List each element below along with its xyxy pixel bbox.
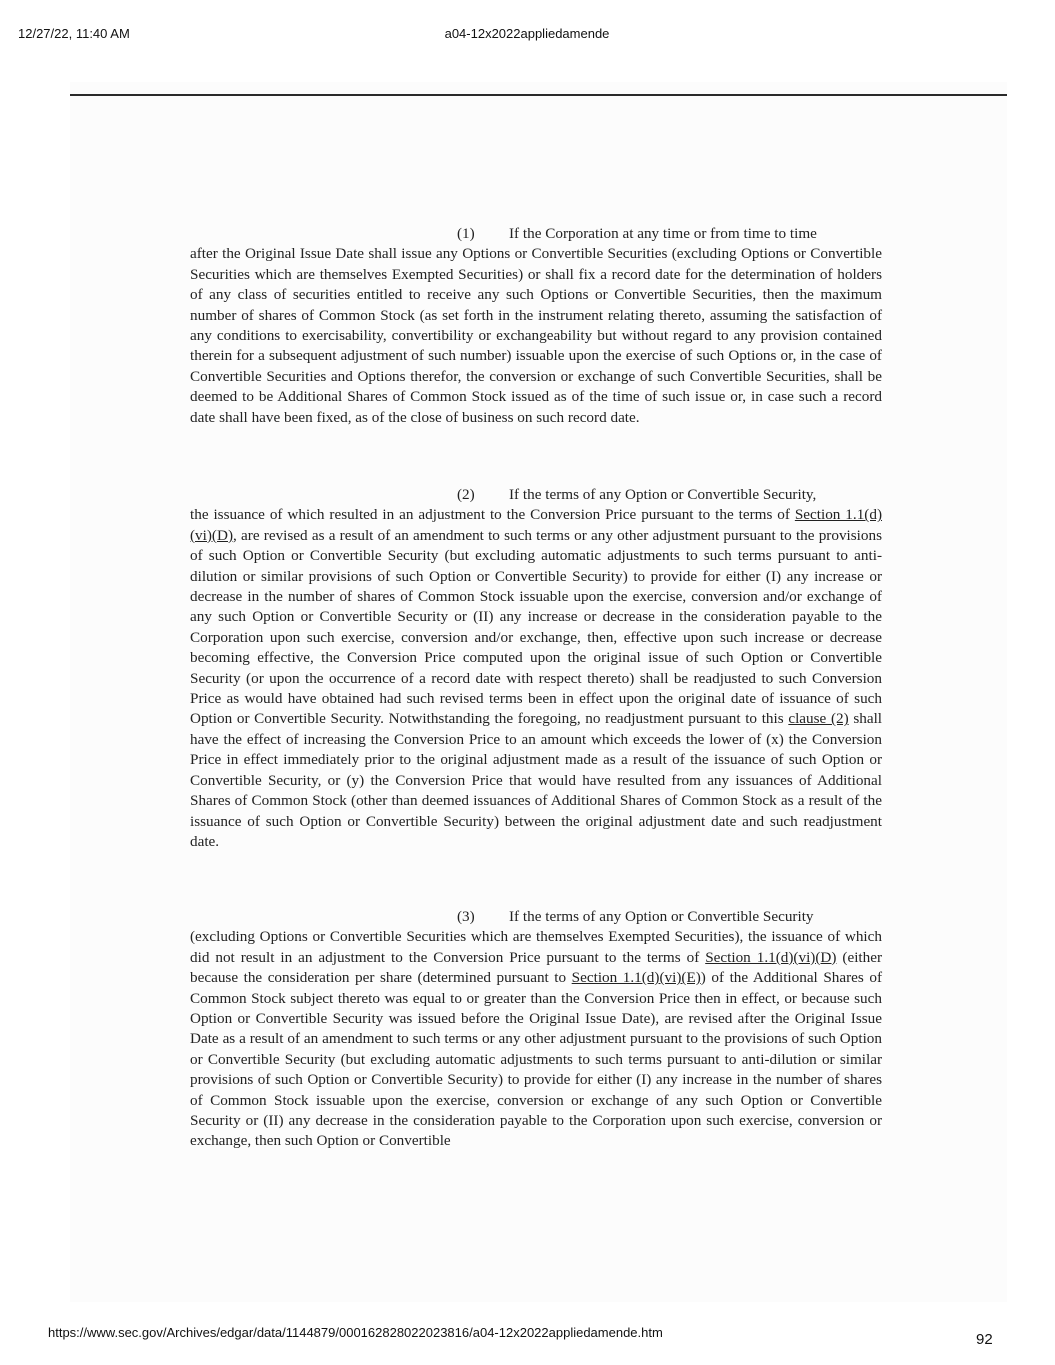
paragraph-3-lead xyxy=(190,907,882,927)
section-reference-link: Section 1.1(d)(vi)(D) xyxy=(190,506,883,544)
paragraph-2-lead-text: If the terms of any Option or Convertible Security, xyxy=(509,486,817,503)
paragraph-3-text-b: (either because the consideration per share (determined pursuant to xyxy=(190,948,883,987)
paragraph-3-text-a: (excluding Options or Convertible Securities which are themselves Exempted Securities), the issuance of which did not result in an adjustment to the Conversion Price pursuant to the terms of xyxy=(190,928,882,966)
paragraph-2-text-a: the issuance of which resulted in an adjustment to the Conversion Price pursuant to the terms of xyxy=(190,506,790,524)
print-document-title: a04-12x2022appliedamende xyxy=(444,26,610,41)
print-url: https://www.sec.gov/Archives/edgar/data/1144879/000162828022023816/a04-12x2022appliedamende.htm xyxy=(48,1325,663,1340)
clause-reference-link: clause (2) xyxy=(788,710,849,728)
section-reference-link: Section 1.1(d)(vi)(D) xyxy=(705,948,837,966)
paragraph-2 xyxy=(190,485,882,852)
paragraph-3-text-c: ) of the Additional Shares of Common Stock subject thereto was equal to or greater than the Conversion Price then in effect, or because such Option or Convertible Security was issued before the Original Issue Date), are revised after the Original Issue Date as a result of an amendment to such terms or any other adjustment pursuant to the provisions of such Option or Convertible Security (but excluding automatic adjustments to such terms pursuant to anti-dilution or similar provisions of such Option or Convertible Security) to provide for either (I) any increase in the number of shares of Common Stock issuable upon the exercise, conversion or exchange of any such Option or Convertible Security or (II) any decrease in the consideration payable to the Corporation upon such exercise, conversion or exchange, then such Option or Convertible xyxy=(190,969,882,1150)
paragraph-3-number: (3) xyxy=(457,908,475,925)
paragraph-2-text-c: shall have the effect of increasing the Conversion Price to an amount which exceeds the lower of (x) the Conversion Price in effect immediately prior to the original adjustment made as a result of the issuance of such Option or Convertible Security, or (y) the Conversion Price that would have resulted from any issuances of Additional Shares of Common Stock (other than deemed issuances of Additional Shares of Common Stock as a result of the issuance of such Option or Convertible Security) between the original adjustment date and such readjustment date. xyxy=(190,710,883,850)
header-rule xyxy=(70,94,1007,96)
paragraph-1 xyxy=(190,224,882,428)
paragraph-2-lead xyxy=(190,485,882,505)
paragraph-3-lead-text: If the terms of any Option or Convertible Security xyxy=(509,908,814,925)
paragraph-3 xyxy=(190,907,882,1152)
section-reference-link: Section 1.1(d)(vi)(E) xyxy=(571,969,701,987)
print-datetime: 12/27/22, 11:40 AM xyxy=(18,26,130,41)
paragraph-2-text-b: , are revised as a result of an amendment to such terms or any other adjustment pursuant to the provisions of such Option or Convertible Security (but excluding automatic adjustments to such terms pursuant to anti-dilution or similar provisions of such Option or Convertible Security) to provide for either (I) any increase or decrease in the number of shares of Common Stock issuable upon the exercise, conversion and/or exchange of any such Option or Convertible Security or (II) any increase or decrease in the consideration payable to the Corporation upon such exercise, conversion and/or exchange, then, effective upon such increase or decrease becoming effective, the Conversion Price computed upon the original issue of such Option or Convertible Security (or upon the occurrence of a record date with respect thereto) shall be readjusted to such Conversion Price as would have obtained had such revised terms been in effect upon the original date of issuance of such Option or Convertible Security. Notwithstanding the foregoing, no readjustment pursuant to this xyxy=(190,526,882,728)
page-number: 92 xyxy=(976,1331,993,1348)
paragraph-1-text: after the Original Issue Date shall issue any Options or Convertible Securities (excluding Options or Convertible Securities which are themselves Exempted Securities) or shall fix a record date for the determination of holders of any class of securities entitled to receive any such Options or Convertible Securities, then the maximum number of shares of Common Stock (as set forth in the instrument relating thereto, assuming the satisfaction of any conditions to exercisability, convertibility or exchangeability but without regard to any provision contained therein for a subsequent adjustment of such number) issuable upon the exercise of such Options or, in the case of Convertible Securities and Options therefor, the conversion or exchange of such Convertible Securities, shall be deemed to be Additional Shares of Common Stock issued as of the time of such issue or, in case such a record date shall have been fixed, as of the close of business on such record date. xyxy=(190,245,882,426)
paragraph-1-lead xyxy=(190,224,882,244)
paragraph-1-number: (1) xyxy=(457,225,475,242)
paragraph-2-number: (2) xyxy=(457,486,475,503)
paragraph-1-lead-text: If the Corporation at any time or from time to time xyxy=(509,225,817,242)
